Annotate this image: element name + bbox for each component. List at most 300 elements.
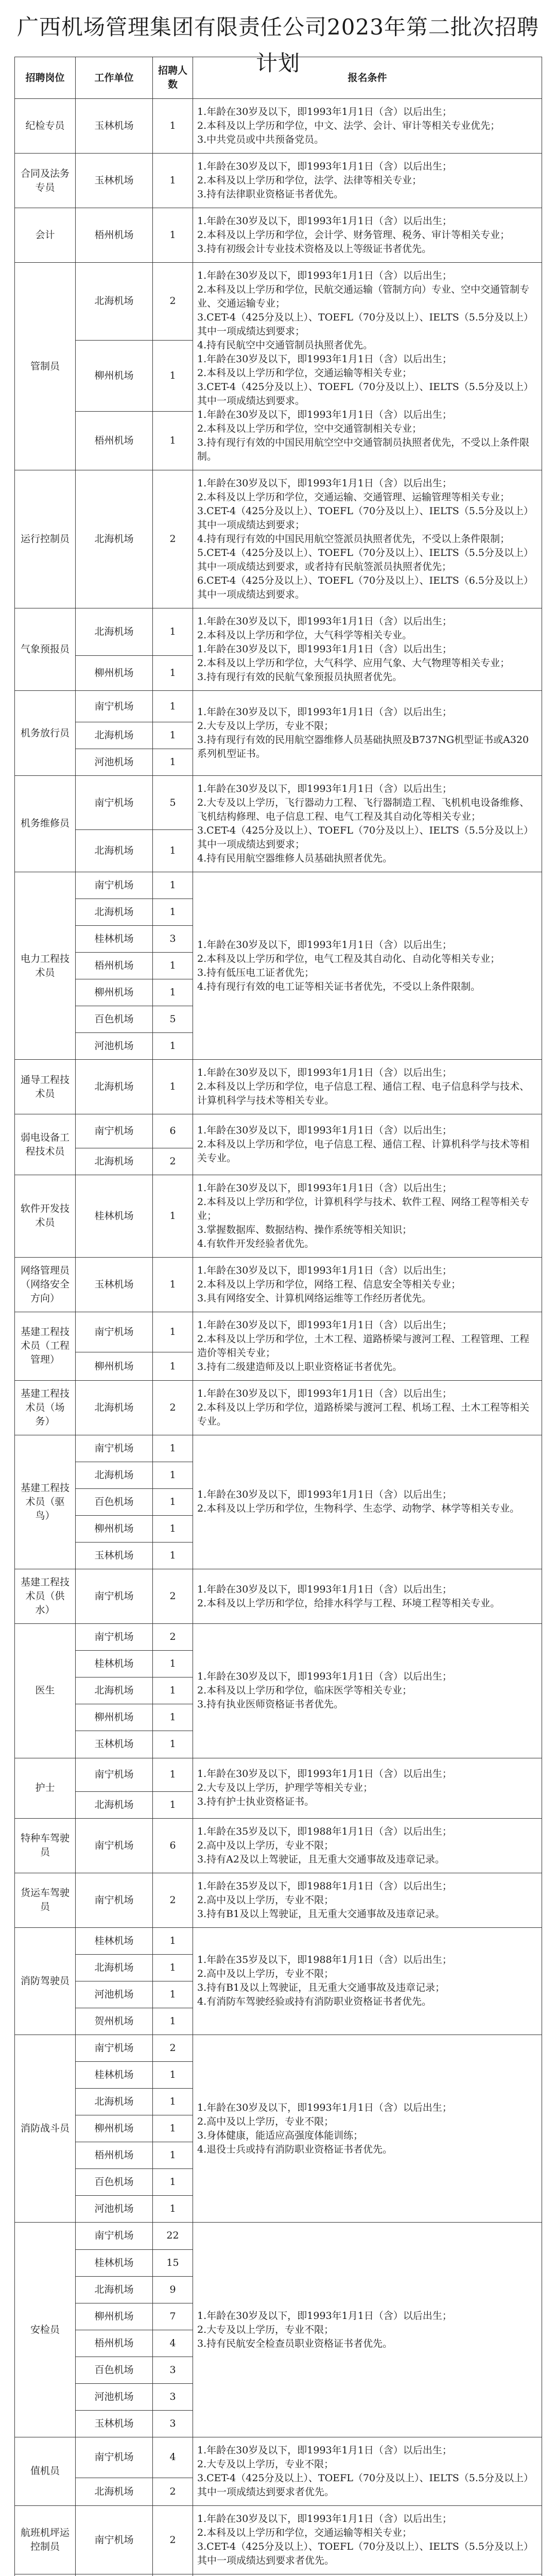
cell-position: 基建工程技术员（工程管理） xyxy=(15,1312,76,1380)
cell-unit: 北海机场 xyxy=(76,830,153,872)
requirement-line: 3.持有法律职业资格证书者优先。 xyxy=(197,189,344,200)
cell-position: 消防驾驶员 xyxy=(15,1927,76,2035)
table-row xyxy=(15,99,542,154)
cell-count: 1 xyxy=(153,953,193,979)
cell-unit: 玉林机场 xyxy=(76,1543,153,1569)
cell-unit: 柳州机场 xyxy=(76,1704,153,1731)
cell-position: 航班机坪运控制员 xyxy=(15,2506,76,2574)
requirement-line: 3.持有A2及以上驾驶证，且无重大交通事故及违章记录。 xyxy=(197,1853,445,1865)
requirement-line: 3.持有低压电工证者优先； xyxy=(197,967,315,978)
table-row xyxy=(15,154,542,208)
requirement-line: 2.大专及以上学历，护理学等相关专业； xyxy=(197,1782,373,1794)
cell-position: 气象预报员 xyxy=(15,608,76,691)
cell-unit: 北海机场 xyxy=(76,1954,153,1981)
cell-position: 值机员 xyxy=(15,2437,76,2505)
table-row xyxy=(15,691,542,722)
cell-unit: 梧州机场 xyxy=(76,208,153,263)
requirement-line: 4.退役士兵或持有消防职业资格证书者优先。 xyxy=(197,2143,393,2155)
requirement-line: 3.持有执业医师资格证书者优先。 xyxy=(197,1699,344,1710)
requirement-line: 1.年龄在30岁及以下，即1993年1月1日（含）以后出生； xyxy=(197,1387,452,1399)
cell-count: 2 xyxy=(153,470,193,608)
cell-count: 2 xyxy=(153,2478,193,2506)
table-row xyxy=(15,2035,542,2062)
requirement-line: 1.年龄在30岁及以下，即1993年1月1日（含）以后出生； xyxy=(197,2444,452,2456)
cell-unit: 南宁机场 xyxy=(76,1624,153,1651)
requirement-line: 1.年龄在30岁及以下，即1993年1月1日（含）以后出生； xyxy=(197,643,452,655)
cell-position: 基建工程技术员（供水） xyxy=(15,1569,76,1624)
cell-count: 1 xyxy=(153,2008,193,2035)
table-row xyxy=(15,1818,542,1873)
requirement-line: 3.持有民航安全检查员职业资格证书者优先。 xyxy=(197,2337,393,2349)
cell-count: 1 xyxy=(153,749,193,775)
header-requirements: 报名条件 xyxy=(193,57,542,99)
cell-count: 1 xyxy=(153,1954,193,1981)
cell-count: 1 xyxy=(153,2169,193,2196)
cell-position: 网络管理员（网络安全方向） xyxy=(15,1257,76,1312)
requirement-line: 1.年龄在30岁及以下，即1993年1月1日（含）以后出生； xyxy=(197,783,452,794)
cell-count: 1 xyxy=(153,2142,193,2169)
requirement-line: 1.年龄在30岁及以下，即1993年1月1日（含）以后出生； xyxy=(197,2310,452,2321)
requirement-line: 3.具有网络安全、计算机网络运维等工作经历者优先。 xyxy=(197,1292,432,1304)
cell-requirements xyxy=(193,1380,542,1435)
requirement-line: 1.年龄在30岁及以下，即1993年1月1日（含）以后出生； xyxy=(197,215,452,227)
cell-count: 1 xyxy=(153,2089,193,2115)
cell-count: 5 xyxy=(153,1006,193,1033)
cell-requirements xyxy=(193,263,542,470)
cell-requirements xyxy=(193,1114,542,1175)
cell-unit: 河池机场 xyxy=(76,1033,153,1060)
cell-unit: 河池机场 xyxy=(76,1981,153,2008)
cell-unit: 桂林机场 xyxy=(76,926,153,953)
requirement-line: 3.CET-4（425分及以上）、TOEFL（70分及以上）、IELTS（5.5分及以上）其中一项成绩达到要求者优先。 xyxy=(197,2541,533,2567)
cell-unit: 南宁机场 xyxy=(76,2506,153,2574)
requirement-line: 4.持有民航空中交通管制员执照者优先。 xyxy=(197,340,373,351)
table-row xyxy=(15,872,542,899)
cell-position: 电力工程技术员 xyxy=(15,872,76,1059)
requirement-line: 2.本科及以上学历和学位，电气工程及其自动化、自动化等相关专业； xyxy=(197,953,500,964)
requirement-line: 1.年龄在30岁及以下，即1993年1月1日（含）以后出生； xyxy=(197,1768,452,1780)
requirement-line: 1.年龄在30岁及以下，即1993年1月1日（含）以后出生； xyxy=(197,1319,452,1331)
table-row xyxy=(15,263,542,340)
requirement-line: 2.高中及以上学历，专业不限； xyxy=(197,1968,334,1980)
cell-requirements xyxy=(193,1758,542,1818)
requirement-line: 1.年龄在30岁及以下，即1993年1月1日（含）以后出生； xyxy=(197,1182,452,1194)
cell-requirements xyxy=(193,1435,542,1569)
table-row xyxy=(15,2223,542,2249)
requirement-line: 2.本科及以上学历和学位，电子信息工程、通信工程、计算机科学与技术等相关专业。 xyxy=(197,1139,530,1164)
cell-unit: 柳州机场 xyxy=(76,656,153,691)
cell-unit: 北海机场 xyxy=(76,2478,153,2506)
cell-position: 软件开发技术员 xyxy=(15,1175,76,1257)
cell-unit: 北海机场 xyxy=(76,1380,153,1435)
requirement-line: 1.年龄在30岁及以下，即1993年1月1日（含）以后出生； xyxy=(197,1671,452,1683)
table-row xyxy=(15,1175,542,1257)
requirement-line: 2.本科及以上学历和学位，道路桥梁与渡河工程、机场工程、土木工程等相关专业。 xyxy=(197,1401,530,1427)
cell-count: 2 xyxy=(153,1380,193,1435)
cell-unit: 河池机场 xyxy=(76,2383,153,2410)
cell-count: 1 xyxy=(153,979,193,1006)
cell-count: 3 xyxy=(153,2410,193,2437)
requirement-line: 2.大专及以上学历，专业不限； xyxy=(197,2324,334,2335)
requirement-line: 4.有软件开发经验者优先。 xyxy=(197,1238,315,1249)
table-body xyxy=(15,99,542,2576)
cell-unit: 南宁机场 xyxy=(76,775,153,830)
requirement-line: 4.持有民用航空器维修人员基础执照者优先。 xyxy=(197,852,393,864)
cell-count: 22 xyxy=(153,2223,193,2249)
requirement-line: 1.年龄在30岁及以下，即1993年1月1日（含）以后出生； xyxy=(197,1264,452,1276)
requirement-line: 1.年龄在30岁及以下，即1993年1月1日（含）以后出生； xyxy=(197,478,452,489)
cell-count: 1 xyxy=(153,1462,193,1488)
cell-count: 1 xyxy=(153,1060,193,1114)
cell-count: 2 xyxy=(153,1569,193,1624)
table-row xyxy=(15,1060,542,1114)
requirement-line: 2.本科及以上学历和学位，交通运输、交通管理、运输管理等相关专业； xyxy=(197,492,510,503)
cell-unit: 柳州机场 xyxy=(76,979,153,1006)
requirement-line: 3.持有现行有效的中国民用航空空中交通管制员执照者优先，不受以上条件限制。 xyxy=(197,437,530,463)
cell-count: 1 xyxy=(153,208,193,263)
table-row xyxy=(15,2574,542,2576)
cell-count: 1 xyxy=(153,1175,193,1257)
requirement-line: 2.本科及以上学历和学位，交通运输等相关专业； xyxy=(197,2527,412,2539)
cell-position: 机务放行员 xyxy=(15,691,76,776)
cell-unit: 百色机场 xyxy=(76,2169,153,2196)
cell-position: 特种车驾驶员 xyxy=(15,1818,76,1873)
requirement-line: 1.年龄在30岁及以下，即1993年1月1日（含）以后出生； xyxy=(197,2513,452,2525)
cell-count: 1 xyxy=(153,1791,193,1818)
cell-unit: 河池机场 xyxy=(76,749,153,775)
table-row xyxy=(15,2437,542,2478)
table-row xyxy=(15,775,542,830)
cell-requirements xyxy=(193,1569,542,1624)
cell-position: 医生 xyxy=(15,1624,76,1758)
cell-unit: 北海机场 xyxy=(76,1462,153,1488)
table-row xyxy=(15,1624,542,1651)
cell-unit: 桂林机场 xyxy=(76,2062,153,2089)
cell-unit: 百色机场 xyxy=(76,1006,153,1033)
table-row xyxy=(15,1257,542,1312)
cell-count: 2 xyxy=(153,263,193,340)
requirement-line: 1.年龄在30岁及以下，即1993年1月1日（含）以后出生； xyxy=(197,2102,452,2113)
requirement-line: 2.本科及以上学历和学位，土木工程、道路桥梁与渡河工程、工程管理、工程造价等相关专业； xyxy=(197,1333,530,1359)
requirement-line: 3.掌握数据库、数据结构、操作系统等相关知识； xyxy=(197,1224,412,1235)
requirement-line: 2.本科及以上学历和学位，会计学、财务管理、税务、审计等相关专业； xyxy=(197,229,510,241)
table-row xyxy=(15,1435,542,1462)
cell-unit: 北海机场 xyxy=(76,1148,153,1175)
cell-unit: 百色机场 xyxy=(76,1488,153,1515)
requirement-line: 1.年龄在30岁及以下，即1993年1月1日（含）以后出生； xyxy=(197,1583,452,1595)
cell-count: 2 xyxy=(153,2035,193,2062)
cell-count: 4 xyxy=(153,2330,193,2357)
cell-unit: 梧州机场 xyxy=(76,2142,153,2169)
cell-position: 货运车驾驶员 xyxy=(15,1873,76,1927)
cell-requirements xyxy=(193,775,542,872)
cell-unit: 百色机场 xyxy=(76,2357,153,2383)
requirement-line: 2.本科及以上学历和学位，大气科学等相关专业。 xyxy=(197,630,412,641)
cell-unit: 北海机场 xyxy=(76,608,153,656)
cell-count: 2 xyxy=(153,2506,193,2574)
cell-requirements xyxy=(193,1927,542,2035)
cell-unit: 玉林机场 xyxy=(76,2410,153,2437)
cell-requirements xyxy=(193,1257,542,1312)
cell-unit: 北海机场 xyxy=(76,470,153,608)
cell-count: 1 xyxy=(153,1651,193,1677)
cell-requirements xyxy=(193,1312,542,1380)
requirement-line: 1.年龄在30岁及以下，即1993年1月1日（含）以后出生； xyxy=(197,1067,452,1079)
cell-unit: 北海机场 xyxy=(76,1791,153,1818)
cell-requirements xyxy=(193,2223,542,2437)
requirement-line: 2.本科及以上学历和学位，空中交通管制相关专业； xyxy=(197,423,422,435)
cell-requirements xyxy=(193,691,542,776)
cell-unit: 北海机场 xyxy=(76,2089,153,2115)
cell-requirements xyxy=(193,1873,542,1927)
cell-position: 护士 xyxy=(15,1758,76,1818)
requirement-line: 3.持有B1及以上驾驶证，且无重大交通事故及违章记录。 xyxy=(197,1908,445,1920)
cell-requirements xyxy=(193,154,542,208)
cell-unit: 北海机场 xyxy=(76,1060,153,1114)
cell-position: 安检员 xyxy=(15,2223,76,2437)
requirement-line: 3.持有现行有效的民用航空器维修人员基础执照及B737NG机型证书或A320系列机型证书。 xyxy=(197,734,529,760)
cell-requirements xyxy=(193,2574,542,2576)
requirement-line: 2.大专及以上学历，飞行器动力工程、飞行器制造工程、飞机机电设备维修、飞机结构修理、电子信息工程、电气工程及其自动化等相关专业； xyxy=(197,796,530,822)
table-row xyxy=(15,1312,542,1352)
cell-unit: 玉林机场 xyxy=(76,154,153,208)
cell-count: 1 xyxy=(153,1312,193,1352)
requirement-line: 2.本科及以上学历和学位，中文、法学、会计、审计等相关专业优先； xyxy=(197,120,500,132)
cell-count: 1 xyxy=(153,411,193,470)
cell-count: 2 xyxy=(153,1624,193,1651)
requirement-line: 1.年龄在30岁及以下，即1993年1月1日（含）以后出生； xyxy=(197,939,452,951)
cell-position: 运行控制员 xyxy=(15,470,76,608)
cell-requirements xyxy=(193,1175,542,1257)
page-title: 广西机场管理集团有限责任公司2023年第二批次招聘计划 xyxy=(17,14,539,76)
requirement-line: 2.本科及以上学历和学位，生物科学、生态学、动物学、林学等相关专业。 xyxy=(197,1503,520,1515)
requirement-line: 2.本科及以上学历和学位，临床医学等相关专业； xyxy=(197,1685,412,1697)
cell-count: 1 xyxy=(153,1435,193,1462)
cell-position: 基建工程技术员（驱鸟） xyxy=(15,1435,76,1569)
table-row xyxy=(15,2506,542,2574)
cell-count: 1 xyxy=(153,722,193,749)
cell-requirements xyxy=(193,608,542,691)
cell-position: 合同及法务专员 xyxy=(15,154,76,208)
cell-count: 1 xyxy=(153,1352,193,1381)
cell-requirements xyxy=(193,208,542,263)
cell-requirements xyxy=(193,2035,542,2223)
cell-unit: 南宁机场 xyxy=(76,2223,153,2249)
requirement-line: 2.本科及以上学历和学位，大气科学、应用气象、大气物理等相关专业； xyxy=(197,657,510,669)
header-count: 招聘人数 xyxy=(153,57,193,99)
cell-position: 消防战斗员 xyxy=(15,2035,76,2223)
cell-unit: 柳州机场 xyxy=(76,2303,153,2330)
table-row xyxy=(15,1380,542,1435)
cell-unit: 河池机场 xyxy=(76,2196,153,2223)
requirement-line: 2.本科及以上学历和学位，给排水科学与工程、环境工程等相关专业。 xyxy=(197,1597,500,1609)
cell-count: 1 xyxy=(153,340,193,411)
requirement-line: 2.高中及以上学历，专业不限； xyxy=(197,1894,334,1906)
cell-count: 1 xyxy=(153,1704,193,1731)
cell-position: 纪检专员 xyxy=(15,99,76,154)
cell-count: 1 xyxy=(153,99,193,154)
table-row xyxy=(15,208,542,263)
cell-count: 1 xyxy=(153,1927,193,1954)
requirement-line: 3.持有现行有效的民航气象预报员执照者优先。 xyxy=(197,671,403,683)
cell-unit: 玉林机场 xyxy=(76,1731,153,1758)
requirement-line: 2.本科及以上学历和学位，交通运输等相关专业； xyxy=(197,367,412,379)
requirement-line: 1.年龄在30岁及以下，即1993年1月1日（含）以后出生； xyxy=(197,616,452,628)
cell-unit xyxy=(76,2574,153,2576)
requirement-line: 3.身体健康，能适应高强度体能训练； xyxy=(197,2129,363,2141)
cell-count: 2 xyxy=(153,1873,193,1927)
requirement-line: 2.本科及以上学历和学位，法学、法律等相关专业； xyxy=(197,175,422,187)
cell-requirements xyxy=(193,1060,542,1114)
requirement-line: 3.持有初级会计专业技术资格及以上等级证书者优先。 xyxy=(197,243,432,255)
requirement-line: 2.本科及以上学历和学位，计算机科学与技术、软件工程、网络工程等相关专业； xyxy=(197,1196,530,1222)
cell-unit: 梧州机场 xyxy=(76,411,153,470)
cell-count: 1 xyxy=(153,830,193,872)
cell-requirements xyxy=(193,2437,542,2505)
cell-count: 1 xyxy=(153,1981,193,2008)
cell-count: 3 xyxy=(153,2383,193,2410)
cell-count: 3 xyxy=(153,926,193,953)
requirement-line: 2.本科及以上学历和学位，网络工程、信息安全等相关专业； xyxy=(197,1278,461,1290)
cell-count: 1 xyxy=(153,2115,193,2142)
cell-requirements xyxy=(193,872,542,1059)
requirement-line: 2.本科及以上学历和学位，电子信息工程、通信工程、电子信息科学与技术、计算机科学与技术等相关专业。 xyxy=(197,1081,530,1107)
requirement-line: 2.高中及以上学历，专业不限； xyxy=(197,2115,334,2127)
cell-unit: 玉林机场 xyxy=(76,1257,153,1312)
requirement-line: 1.年龄在30岁及以下，即1993年1月1日（含）以后出生； xyxy=(197,353,452,365)
cell-unit: 南宁机场 xyxy=(76,691,153,722)
cell-unit: 贺州机场 xyxy=(76,2008,153,2035)
cell-count: 5 xyxy=(153,775,193,830)
cell-requirements xyxy=(193,2506,542,2574)
cell-count: 15 xyxy=(153,2249,193,2276)
cell-unit: 南宁机场 xyxy=(76,1758,153,1791)
table-row xyxy=(15,1927,542,1954)
cell-count: 2 xyxy=(153,1148,193,1175)
cell-position: 通导工程技术员 xyxy=(15,1060,76,1114)
cell-unit: 南宁机场 xyxy=(76,1569,153,1624)
cell-count: 7 xyxy=(153,2303,193,2330)
requirement-line: 4.持有现行有效的中国民用航空签派员执照者优先，不受以上条件限制； xyxy=(197,533,510,545)
cell-count: 1 xyxy=(153,1257,193,1312)
cell-count: 6 xyxy=(153,1114,193,1148)
requirement-line: 1.年龄在30岁及以下，即1993年1月1日（含）以后出生； xyxy=(197,1125,452,1137)
cell-requirements xyxy=(193,1818,542,1873)
cell-count: 1 xyxy=(153,2062,193,2089)
cell-position: 管制员 xyxy=(15,263,76,470)
header-position: 招聘岗位 xyxy=(15,57,76,99)
requirement-line: 5.CET-4（425分及以上）、TOEFL（70分及以上）、IELTS（5.5分及以上）其中一项成绩达到要求，或者持有民航签派员执照者优先； xyxy=(197,547,533,573)
cell-count: 1 xyxy=(153,899,193,926)
cell-count: 6 xyxy=(153,1818,193,1873)
requirement-line: 2.高中及以上学历，专业不限； xyxy=(197,1839,334,1851)
cell-requirements xyxy=(193,470,542,608)
requirement-line: 6.CET-4（425分及以上）、TOEFL（70分及以上）、IELTS（6.5分及以上）其中一项成绩达到要求。 xyxy=(197,575,533,601)
cell-count: 4 xyxy=(153,2437,193,2478)
cell-position: 机务维修员 xyxy=(15,775,76,872)
cell-unit: 梧州机场 xyxy=(76,2330,153,2357)
requirement-line: 2.大专及以上学历，专业不限； xyxy=(197,2458,334,2470)
cell-count: 9 xyxy=(153,2276,193,2303)
requirement-line: 3.中共党员或中共预备党员。 xyxy=(197,134,324,146)
cell-unit: 南宁机场 xyxy=(76,1818,153,1873)
table-row xyxy=(15,1873,542,1927)
requirement-line: 1.年龄在30岁及以下，即1993年1月1日（含）以后出生； xyxy=(197,270,452,282)
cell-position: 基建工程技术员（场务） xyxy=(15,1380,76,1435)
cell-unit: 梧州机场 xyxy=(76,953,153,979)
cell-count: 3 xyxy=(153,2357,193,2383)
cell-unit: 北海机场 xyxy=(76,263,153,340)
requirement-line: 3.CET-4（425分及以上）、TOEFL（70分及以上）、IELTS（5.5分及以上）其中一项成绩达到要求。 xyxy=(197,381,533,407)
cell-unit: 南宁机场 xyxy=(76,1114,153,1148)
requirement-line: 1.年龄在30岁及以下，即1993年1月1日（含）以后出生； xyxy=(197,706,452,718)
cell-position: 会计 xyxy=(15,208,76,263)
cell-unit: 桂林机场 xyxy=(76,1651,153,1677)
requirement-line: 4.持有现行有效的电工证等相关证书者优先，不受以上条件限制。 xyxy=(197,980,481,992)
requirement-line: 1.年龄在35岁及以下，即1988年1月1日（含）以后出生； xyxy=(197,1825,452,1837)
cell-unit: 柳州机场 xyxy=(76,340,153,411)
cell-count: 1 xyxy=(153,691,193,722)
recruitment-table xyxy=(14,57,542,2576)
requirement-line: 1.年龄在30岁及以下，即1993年1月1日（含）以后出生； xyxy=(197,106,452,118)
cell-count: 1 xyxy=(153,1033,193,1060)
table-row xyxy=(15,1569,542,1624)
requirement-line: 1.年龄在35岁及以下，即1988年1月1日（含）以后出生； xyxy=(197,1954,452,1966)
cell-unit: 南宁机场 xyxy=(76,1873,153,1927)
cell-position xyxy=(15,2574,76,2576)
table-row xyxy=(15,1114,542,1148)
cell-unit: 南宁机场 xyxy=(76,1435,153,1462)
cell-unit: 北海机场 xyxy=(76,1677,153,1704)
requirement-line: 4.有消防车驾驶经验或持有消防职业资格证书者优先。 xyxy=(197,1996,432,2008)
table-row xyxy=(15,608,542,656)
cell-count: 1 xyxy=(153,2196,193,2223)
cell-unit: 桂林机场 xyxy=(76,1927,153,1954)
requirement-line: 3.持有B1及以上驾驶证，且无重大交通事故及违章记录； xyxy=(197,1982,445,1994)
cell-count: 1 xyxy=(153,1758,193,1791)
cell-count: 1 xyxy=(153,1677,193,1704)
requirement-line: 3.CET-4（425分及以上）、TOEFL（70分及以上）、IELTS（5.5分及以上）其中一项成绩达到要求者优先。 xyxy=(197,2472,533,2498)
cell-unit: 玉林机场 xyxy=(76,99,153,154)
cell-unit: 北海机场 xyxy=(76,899,153,926)
requirement-line: 3.CET-4（425分及以上）、TOEFL（70分及以上）、IELTS（5.5分及以上）其中一项成绩达到要求； xyxy=(197,824,533,850)
cell-count: 1 xyxy=(153,1543,193,1569)
cell-unit: 桂林机场 xyxy=(76,2249,153,2276)
table-row xyxy=(15,470,542,608)
cell-requirements xyxy=(193,99,542,154)
requirement-line: 2.本科及以上学历和学位，民航交通运输（管制方向）专业、空中交通管制专业、交通运输专业； xyxy=(197,284,530,310)
requirement-line: 1.年龄在35岁及以下，即1988年1月1日（含）以后出生； xyxy=(197,1880,452,1892)
requirement-line: 2.大专及以上学历，专业不限； xyxy=(197,720,334,732)
requirement-line: 3.持有护士执业资格证书。 xyxy=(197,1796,315,1808)
cell-unit: 桂林机场 xyxy=(76,1175,153,1257)
cell-count: 1 xyxy=(153,154,193,208)
requirement-line: 1.年龄在30岁及以下，即1993年1月1日（含）以后出生； xyxy=(197,1489,452,1501)
requirement-line: 1.年龄在30岁及以下，即1993年1月1日（含）以后出生； xyxy=(197,409,452,421)
cell-count: 1 xyxy=(153,608,193,656)
cell-count: 1 xyxy=(153,1516,193,1543)
table-row xyxy=(15,1758,542,1791)
cell-position: 弱电设备工程技术员 xyxy=(15,1114,76,1175)
cell-count xyxy=(153,2574,193,2576)
cell-unit: 南宁机场 xyxy=(76,2035,153,2062)
cell-count: 1 xyxy=(153,872,193,899)
cell-unit: 北海机场 xyxy=(76,722,153,749)
cell-unit: 柳州机场 xyxy=(76,2115,153,2142)
cell-unit: 南宁机场 xyxy=(76,1312,153,1352)
cell-count: 1 xyxy=(153,1488,193,1515)
requirement-line: 1.年龄在30岁及以下，即1993年1月1日（含）以后出生； xyxy=(197,161,452,173)
